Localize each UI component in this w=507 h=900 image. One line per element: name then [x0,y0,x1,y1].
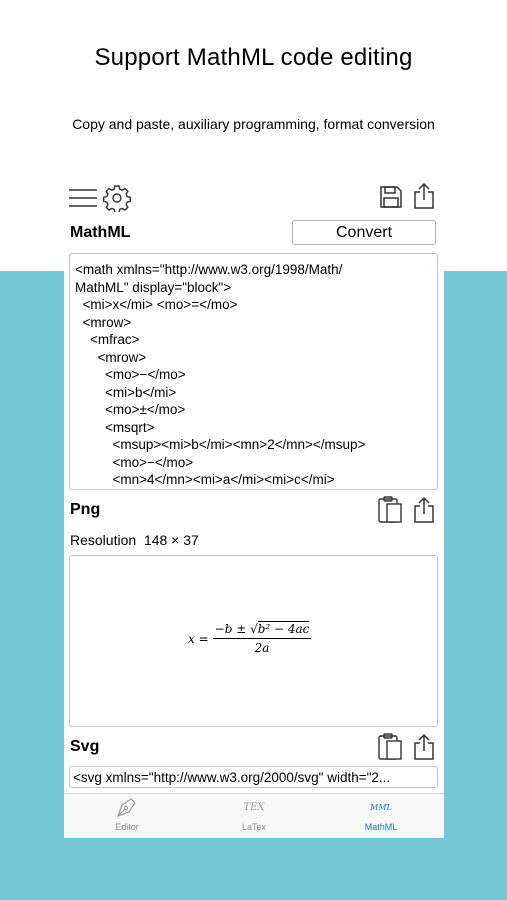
mml-icon: MML [370,802,392,812]
code-line: MathML" display="block"> [75,279,232,295]
mathml-label: MathML [70,224,131,241]
svg-label: Svg [70,738,100,755]
code-line: <mn>4</mn><mi>a</mi><mi>c</mi> [75,472,335,487]
png-preview [69,555,438,727]
convert-button[interactable]: Convert [292,220,436,245]
tab-editor-label: Editor [115,822,139,832]
share-icon[interactable] [413,496,435,524]
tab-bar [64,793,444,838]
formula-denominator: 2a [254,641,270,655]
code-line: <mfrac> [75,332,140,347]
app-screen [64,172,444,837]
clipboard-icon[interactable] [377,733,403,761]
formula-numerator-prefix: −b ± [214,622,251,636]
code-line: <mi>b</mi> [75,384,177,400]
tab-latex[interactable] [191,794,317,838]
tab-mathml[interactable] [318,794,444,838]
code-line: <mo>−</mo> [75,454,194,470]
gear-icon[interactable] [103,184,131,212]
tab-latex-label: LaTex [241,822,267,832]
tab-mathml-label: MathML [364,822,398,832]
code-line: <mrow> [75,314,132,330]
resolution-label: Resolution [70,532,137,548]
code-line: <mi>x</mi> <mo>=</mo> [75,297,238,312]
mathml-code-editor[interactable] [69,253,438,490]
code-line: <math xmlns="http://www.w3.org/1998/Math/ [75,262,343,277]
promo-headline: Support MathML code editing [94,44,413,71]
share-icon[interactable] [413,733,435,761]
hamburger-icon[interactable] [68,187,98,209]
formula-numerator: −b ± √b² − 4ac [213,622,312,639]
clipboard-icon[interactable] [377,496,403,524]
formula-radicand: b² − 4ac [257,622,310,636]
tex-icon: TEX [243,801,265,813]
promo-subline: Copy and paste, auxiliary programming, format conversion [72,116,435,132]
rendered-formula [188,622,311,655]
pen-nib-icon [115,795,139,819]
share-icon[interactable] [413,182,435,210]
formula-fraction [213,622,312,655]
formula-lhs: x = [188,631,209,646]
resolution-readout [70,532,199,548]
code-line: <mo>−</mo> [75,367,186,382]
code-line: <mo>±</mo> [75,402,186,417]
code-line: <msqrt> [75,419,155,435]
resolution-value: 148 × 37 [143,532,199,548]
code-line: <mrow> [75,349,147,365]
tab-editor[interactable] [64,794,190,838]
png-label: Png [70,501,101,518]
floppy-disk-icon[interactable] [379,185,403,209]
code-line: <msup><mi>b</mi><mn>2</mn></msup> [75,437,366,452]
svg-output-field[interactable] [69,766,438,788]
